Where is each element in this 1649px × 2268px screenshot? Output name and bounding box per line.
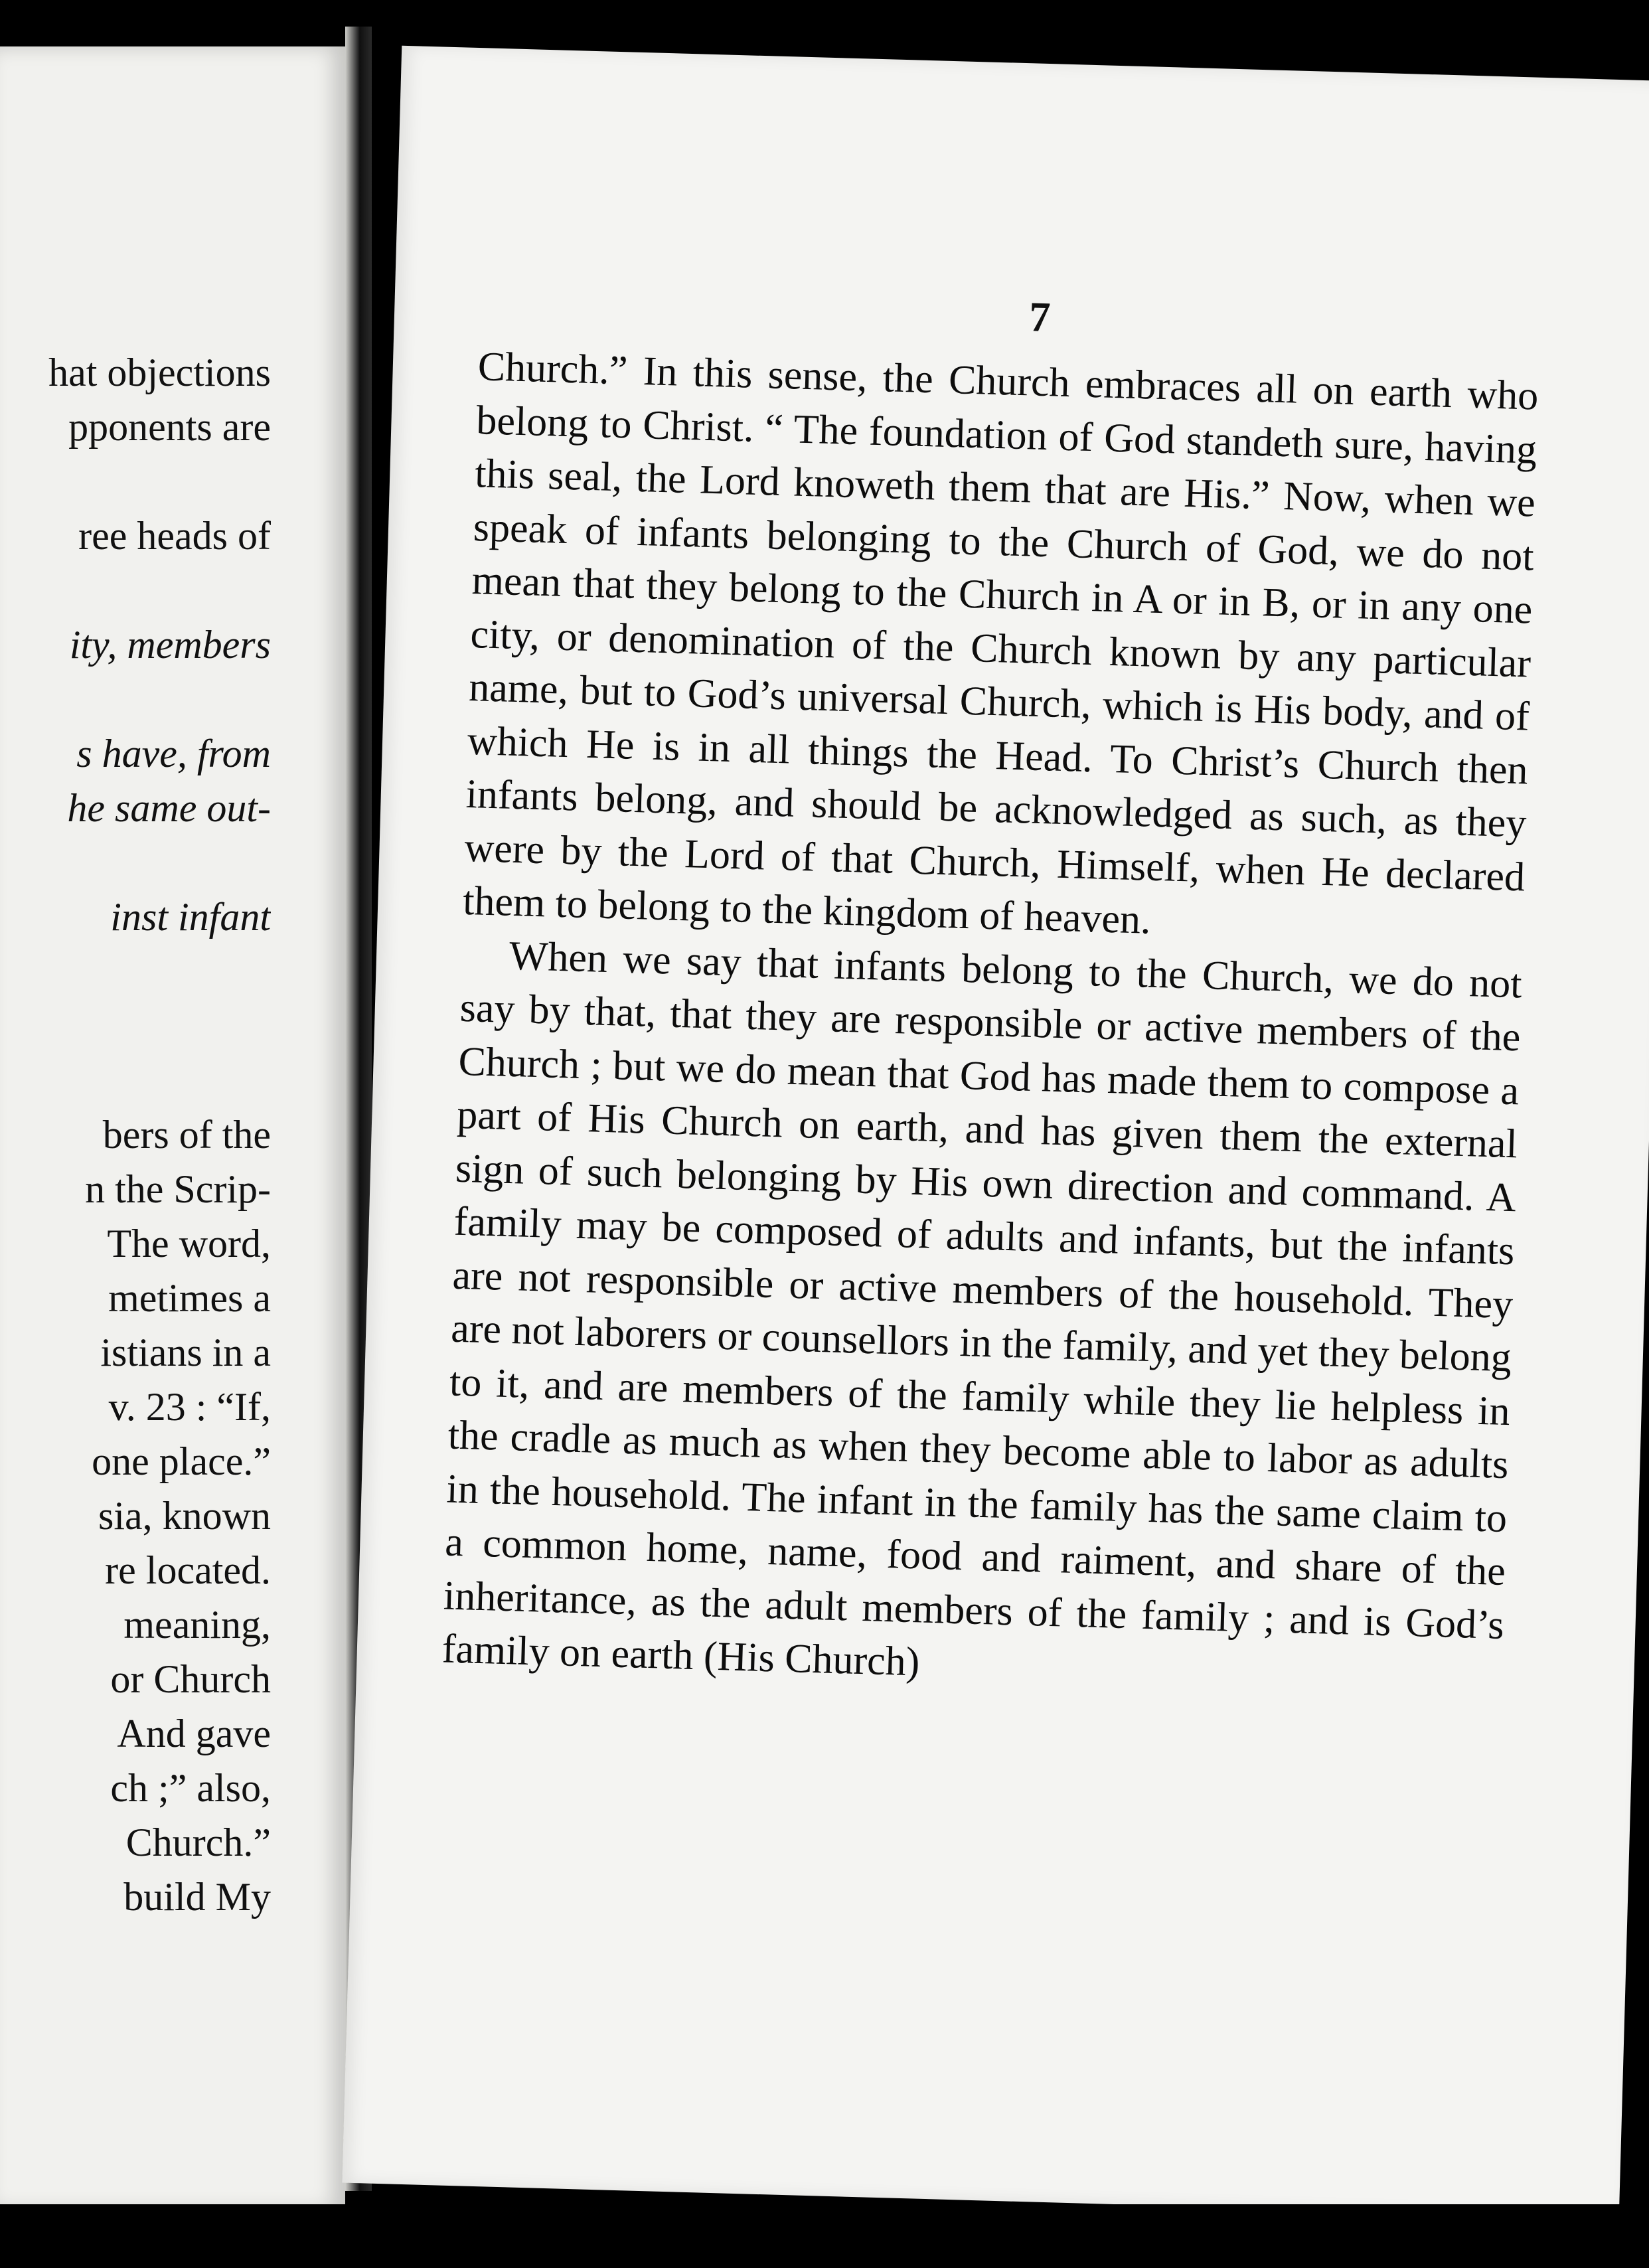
page-number: 7: [1028, 293, 1052, 341]
left-page-fragment: re located.: [105, 1548, 271, 1592]
left-page-fragment: [0, 454, 271, 509]
left-page-text-fragments: [0, 345, 271, 1924]
scan-border-bottom: [0, 2204, 1649, 2268]
left-page-fragment: bers of the: [102, 1113, 271, 1157]
left-page-fragment: ree heads of: [78, 514, 271, 558]
left-page-fragment: he same out-: [67, 786, 271, 830]
left-page-fragment: The word,: [107, 1222, 271, 1265]
left-page-fragment: istians in a: [100, 1331, 271, 1374]
left-page: [0, 46, 345, 2211]
left-page-fragment: n the Scrip-: [85, 1167, 271, 1211]
left-page-fragment: build My: [123, 1875, 271, 1919]
left-page-fragment: meaning,: [123, 1603, 271, 1647]
left-page-fragment: s have, from: [76, 732, 271, 775]
left-page-fragment: Church.”: [125, 1821, 271, 1864]
left-page-fragment: ity, members: [69, 623, 271, 667]
left-page-fragment: pponents are: [68, 405, 271, 449]
left-page-fragment: And gave: [117, 1712, 271, 1755]
left-page-fragment: [0, 835, 271, 890]
left-page-fragment: [0, 672, 271, 726]
scan-border-top: [0, 0, 1649, 46]
left-page-fragment: hat objections: [48, 351, 271, 394]
left-page-fragment: sia, known: [98, 1494, 271, 1538]
left-page-fragment: [0, 563, 271, 617]
left-page-fragment: [0, 1053, 271, 1107]
left-page-fragment: one place.”: [92, 1439, 271, 1483]
paragraph-1: Church.” In this sense, the Church embraces all on earth who belong to Christ. “ The foundation of God standeth sure, having this seal, the Lord knoweth them that are His.” Now, when we speak of infants belonging to the Church of God, we do not mean that they belong to the Church in A or in B, or in any one city, or denomination of the Church known by any particular name, but to God’s universal Church, which is His body, and of which He is in all things the Head. To Christ’s Church then infants belong, and should be acknowledged as such, as they were by the Lord of that Church, Himself, when He declared them to belong to the kingdom of heaven.: [462, 344, 1539, 943]
left-page-fragment: v. 23 : “If,: [108, 1385, 271, 1429]
paragraph-2: When we say that infants belong to the Church, we do not say by that, that they are responsible or active members of the Church ; but we do mean that God has made them to compose a part of His Church on earth, and has given them the external sign of such belonging by His own direction and command. A family may be composed of adults and infants, but the infants are not responsible or active members of the household. They are not laborers or counsellors in the family, and yet they belong to it, and are members of the family while they lie helpless in the cradle as much as when they become able to labor as adults in the household. The infant in the family has the same claim to a common home, name, food and raiment, and share of the inheritance, as the adult members of the family ; and is God’s family on earth (His Church): [441, 933, 1523, 1685]
right-page: [342, 46, 1649, 2218]
left-page-fragment: [0, 999, 271, 1053]
left-page-fragment: [0, 944, 271, 999]
left-page-fragment: metimes a: [108, 1276, 271, 1320]
page-body-text: [441, 340, 1539, 1705]
left-page-fragment: ch ;” also,: [110, 1766, 271, 1810]
left-page-fragment: or Church: [110, 1657, 271, 1701]
left-page-fragment: inst infant: [110, 895, 271, 939]
